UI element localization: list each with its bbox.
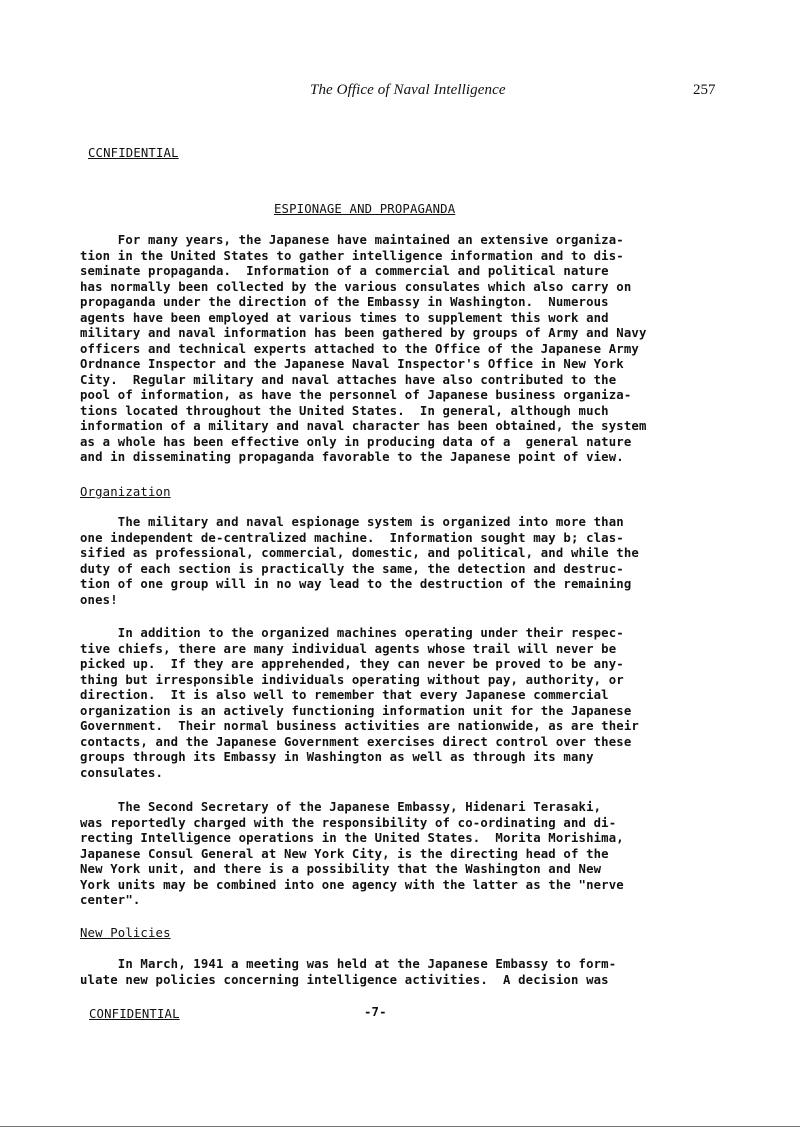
bottom-page-rule: [0, 1126, 800, 1127]
paragraph-second-secretary: The Second Secretary of the Japanese Embassy, Hidenari Terasaki, was reportedly charged with the responsibility of co-ordinating and di- recting Intelligence operations in the United States. Morita Morishima, Japanese Consul General at New York City, is the directing head of the New York unit, and there is a possibility that the Washington and New York units may be combined into one agency with the latter as the "nerve center".: [80, 800, 624, 907]
paragraph-organization-system: The military and naval espionage system is organized into more than one independent de-centralized machine. Information sought may b; clas- sified as professional, commercial, domestic, and political, and while the duty of each section is practically the same, the detection and destruc- tion of one group will in no way lead to the destruction of the remaining ones!: [80, 515, 639, 607]
running-header-title: The Office of Naval Intelligence: [310, 82, 506, 98]
paragraph-intro: For many years, the Japanese have maintained an extensive organiza- tion in the United States to gather intelligence information and to dis- seminate propaganda. Information of a commercial and political nature has normally been collected by the various consulates which also carry on propaganda under the direction of the Embassy in Washington. Numerous agents have been employed at various times to supplement this work and military and naval information has been gathered by groups of Army and Navy officers and technical experts attached to the Office of the Japanese Army Ordnance Inspector and the Japanese Naval Inspector's Office in New York City. Regular military and naval attaches have also contributed to the pool of information, as have the personnel of Japanese business organiza- tions located throughout the United States. In general, although much information of a military and naval character has been obtained, the system as a whole has been effective only in producing data of a general nature and in disseminating propaganda favorable to the Japanese point of view.: [80, 233, 647, 464]
running-header-page-number: 257: [693, 82, 716, 98]
section-heading-organization: Organization: [80, 485, 171, 499]
document-title: ESPIONAGE AND PROPAGANDA: [274, 202, 456, 216]
paragraph-new-policies: In March, 1941 a meeting was held at the Japanese Embassy to form- ulate new policies concerning intelligence activities. A decision was: [80, 957, 617, 987]
footer-page-number: -7-: [364, 1005, 387, 1019]
section-heading-new-policies: New Policies: [80, 926, 171, 940]
classification-marking-top: CCNFIDENTIAL: [88, 146, 179, 160]
classification-marking-bottom: CONFIDENTIAL: [89, 1007, 180, 1021]
paragraph-individual-agents: In addition to the organized machines operating under their respec- tive chiefs, there are many individual agents whose trail will never be picked up. If they are apprehended, they can never be proved to be any- thing but irresponsible individuals operating without pay, authority, or direction. It is also well to remember that every Japanese commercial organization is an actively functioning information unit for the Japanese Government. Their normal business activities are nationwide, as are their contacts, and the Japanese Government exercises direct control over these groups through its Embassy in Washington as well as through its many consulates.: [80, 626, 639, 780]
